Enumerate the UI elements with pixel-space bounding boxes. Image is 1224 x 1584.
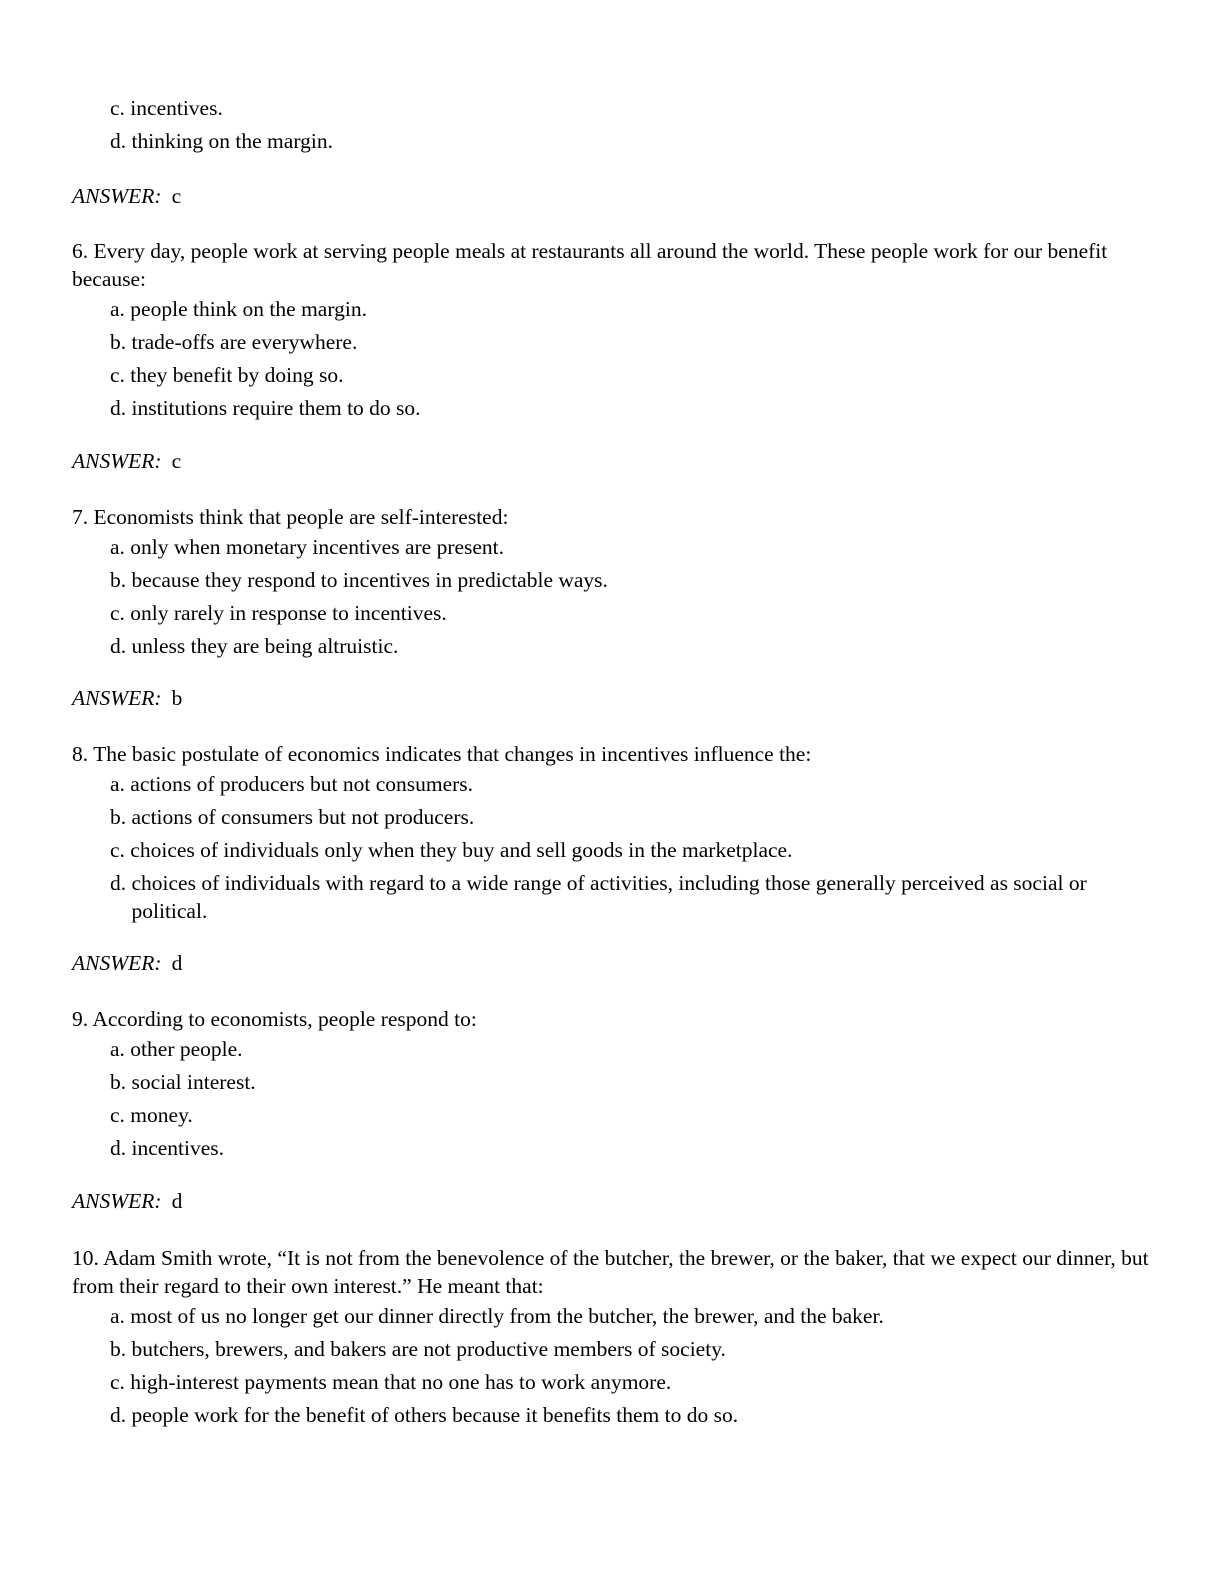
option-c [72, 599, 1152, 627]
answer-line [72, 949, 182, 977]
answer-line [72, 1187, 182, 1215]
option-letter: b. [110, 1337, 127, 1361]
option-letter: b. [110, 568, 127, 592]
option-a [72, 1035, 1152, 1063]
option-a [72, 533, 1152, 561]
option-text: most of us no longer get our dinner directly from the butcher, the brewer, and the baker. [130, 1304, 884, 1328]
option-d [72, 632, 1152, 660]
option-a [72, 1302, 1152, 1330]
option-text: other people. [130, 1037, 243, 1061]
option-text: because they respond to incentives in predictable ways. [131, 568, 608, 592]
option-letter: c. [110, 838, 125, 862]
answer-line [72, 684, 182, 712]
option-c [72, 836, 1152, 864]
option-a [72, 295, 1152, 323]
question-8 [72, 740, 1152, 925]
option-text: actions of consumers but not producers. [131, 805, 475, 829]
option-text: only when monetary incentives are present. [130, 535, 505, 559]
option-letter: a. [110, 1037, 125, 1061]
question-text: 7. Economists think that people are self-interested: [72, 505, 509, 529]
option-letter: a. [110, 772, 125, 796]
answer-label: ANSWER: [72, 686, 162, 710]
answer-label: ANSWER: [72, 1189, 162, 1213]
option-letter: c. [110, 363, 125, 387]
option-c [72, 1368, 1152, 1396]
option-text: choices of individuals with regard to a wide range of activities, including those generally perceived as social or political. [131, 871, 1087, 923]
option-letter: a. [110, 1304, 125, 1328]
option-a [72, 770, 1152, 798]
question-9 [72, 1005, 1152, 1162]
option-letter: d. [110, 871, 127, 895]
answer-label: ANSWER: [72, 951, 162, 975]
option-c [72, 94, 1152, 122]
option-text: trade-offs are everywhere. [131, 330, 358, 354]
option-letter: d. [110, 129, 127, 153]
option-text: choices of individuals only when they buy and sell goods in the marketplace. [130, 838, 793, 862]
question-10 [72, 1244, 1152, 1429]
option-text: butchers, brewers, and bakers are not productive members of society. [131, 1337, 726, 1361]
option-letter: d. [110, 396, 127, 420]
option-b [72, 1335, 1152, 1363]
question-7 [72, 503, 1152, 660]
carryover-options [72, 94, 1152, 155]
option-b [72, 803, 1152, 831]
option-letter: c. [110, 96, 125, 120]
answer-value: b [171, 686, 183, 710]
option-b [72, 566, 1152, 594]
question-6 [72, 237, 1152, 422]
answer-label: ANSWER: [72, 184, 162, 208]
answer-line [72, 182, 181, 210]
option-letter: c. [110, 1370, 125, 1394]
answer-value: d [171, 951, 183, 975]
answer-label: ANSWER: [72, 449, 162, 473]
option-letter: c. [110, 1103, 125, 1127]
option-text: people work for the benefit of others because it benefits them to do so. [131, 1403, 739, 1427]
option-letter: a. [110, 297, 125, 321]
answer-line [72, 447, 181, 475]
option-c [72, 1101, 1152, 1129]
option-letter: d. [110, 1403, 127, 1427]
option-letter: a. [110, 535, 125, 559]
option-text: only rarely in response to incentives. [130, 601, 447, 625]
option-b [72, 328, 1152, 356]
option-d [72, 869, 1152, 925]
question-text: 9. According to economists, people respond to: [72, 1007, 477, 1031]
option-text: thinking on the margin. [131, 129, 333, 153]
option-text: they benefit by doing so. [130, 363, 344, 387]
option-text: incentives. [130, 96, 223, 120]
option-d [72, 1134, 1152, 1162]
option-text: actions of producers but not consumers. [130, 772, 474, 796]
option-letter: c. [110, 601, 125, 625]
answer-value: c [171, 184, 182, 208]
option-text: money. [130, 1103, 193, 1127]
option-d [72, 394, 1152, 422]
option-text: incentives. [131, 1136, 225, 1160]
question-text: 10. Adam Smith wrote, “It is not from the benevolence of the butcher, the brewer, or the baker, that we expect our dinner, but from their regard to their own interest.” He meant that: [72, 1246, 1149, 1298]
option-letter: b. [110, 1070, 127, 1094]
answer-value: c [171, 449, 182, 473]
option-text: high-interest payments mean that no one has to work anymore. [130, 1370, 672, 1394]
option-text: institutions require them to do so. [131, 396, 421, 420]
option-letter: b. [110, 330, 127, 354]
option-text: people think on the margin. [130, 297, 367, 321]
question-text: 8. The basic postulate of economics indicates that changes in incentives influence the: [72, 742, 812, 766]
option-letter: d. [110, 1136, 127, 1160]
option-d [72, 1401, 1152, 1429]
answer-value: d [171, 1189, 183, 1213]
option-letter: b. [110, 805, 127, 829]
option-d [72, 127, 1152, 155]
question-text: 6. Every day, people work at serving people meals at restaurants all around the world. These people work for our benefit because: [72, 239, 1108, 291]
option-b [72, 1068, 1152, 1096]
option-c [72, 361, 1152, 389]
option-text: unless they are being altruistic. [131, 634, 399, 658]
option-text: social interest. [131, 1070, 256, 1094]
option-letter: d. [110, 634, 127, 658]
